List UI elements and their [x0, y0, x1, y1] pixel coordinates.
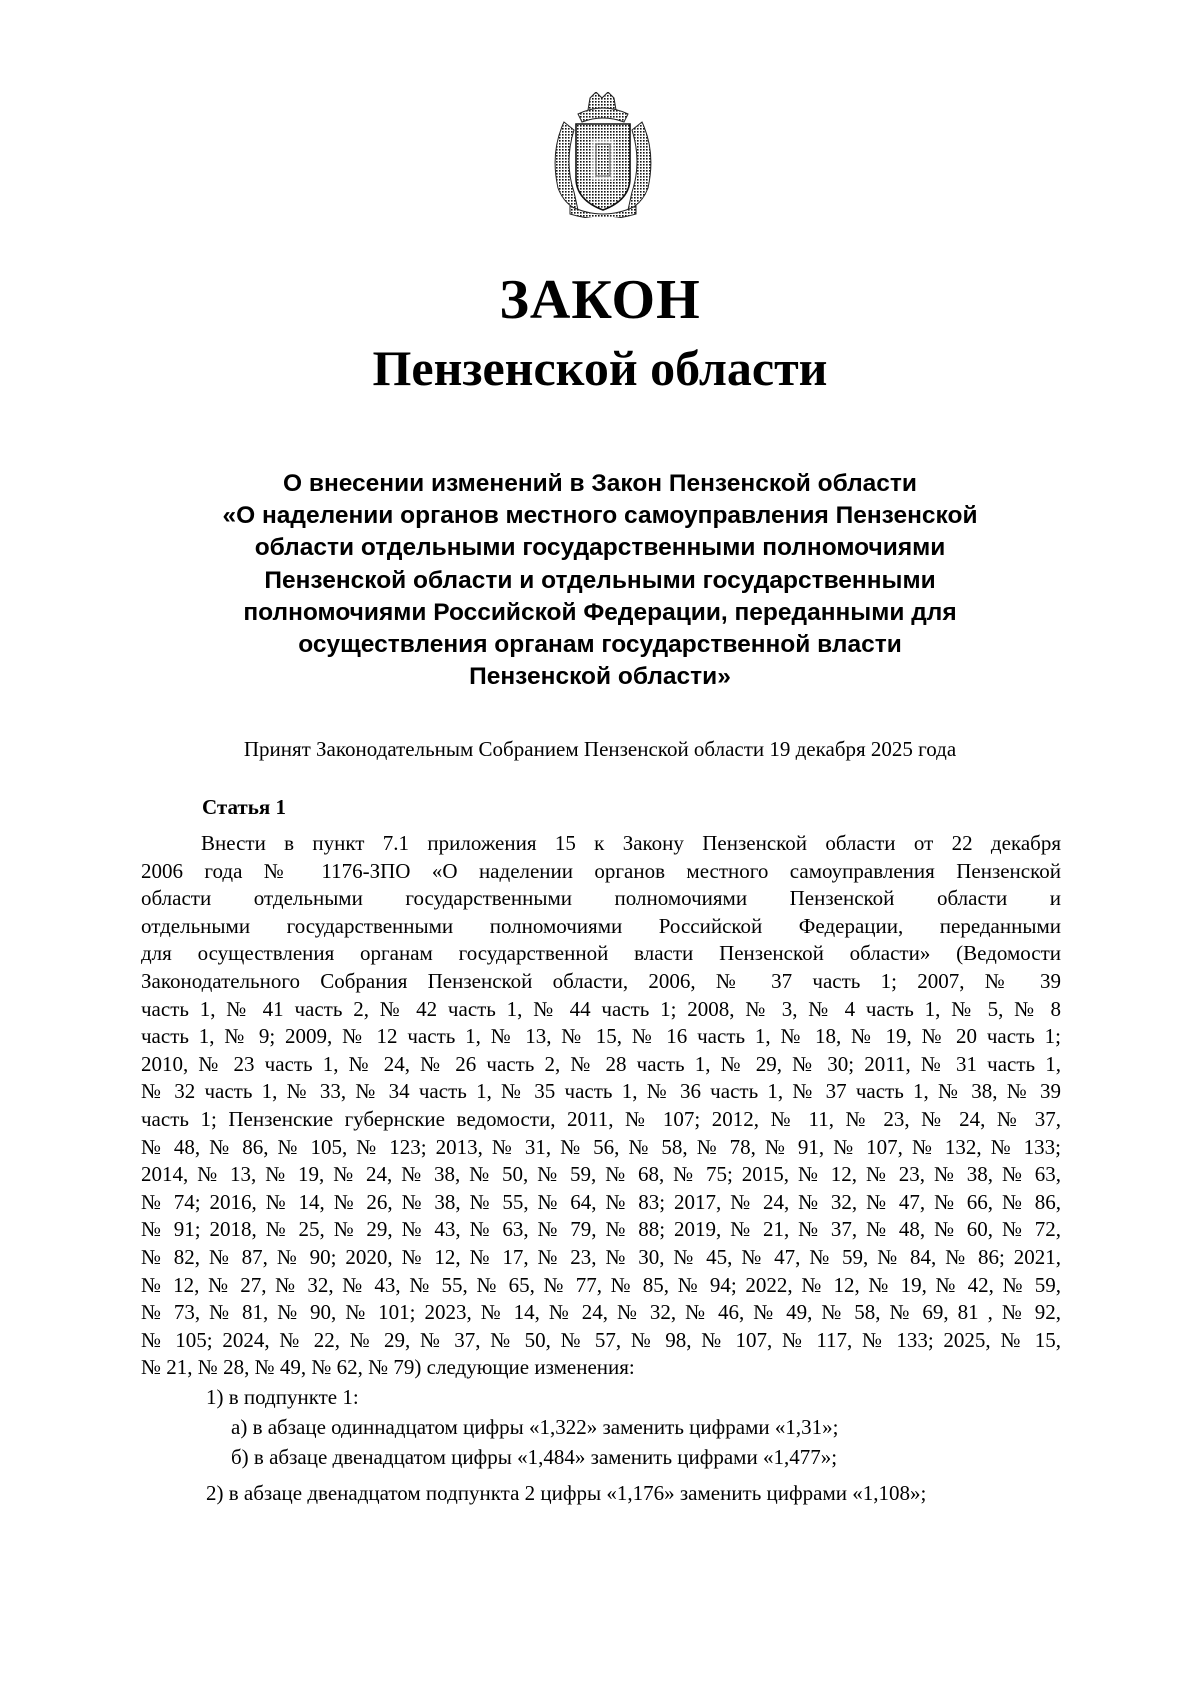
- penza-coat-of-arms-icon: [544, 92, 662, 218]
- list-item: а) в абзаце одиннадцатом цифры «1,322» заменить цифрами «1,31»;: [231, 1415, 839, 1439]
- body-line: № 48, № 86, № 105, № 123; 2013, № 31, № 56, № 58, № 78, № 91, № 107, № 132, № 133;: [141, 1134, 1061, 1159]
- subject-line: О внесении изменений в Закон Пензенской области: [283, 470, 917, 497]
- subject-line: осуществления органам государственной власти: [298, 631, 902, 659]
- law-title: ЗАКОН: [499, 269, 701, 331]
- subject-line: «О наделении органов местного самоуправления Пензенской: [222, 502, 978, 530]
- body-line: № 91; 2018, № 25, № 29, № 43, № 63, № 79, № 88; 2019, № 21, № 37, № 48, № 60, № 72,: [141, 1217, 1061, 1242]
- subject-line: Пензенской области»: [469, 663, 731, 691]
- body-line: области отдельными государственными полномочиями Пензенской области и: [141, 886, 1061, 911]
- region-subtitle: Пензенской области: [372, 340, 828, 396]
- body-line: часть 1, № 41 часть 2, № 42 часть 1, № 44 часть 1; 2008, № 3, № 4 часть 1, № 5, № 8: [141, 996, 1061, 1021]
- subject-line: Пензенской области и отдельными государственными: [264, 566, 936, 594]
- law-subject-heading: [160, 468, 1040, 693]
- list-item: 2) в абзаце двенадцатом подпункта 2 цифры «1,176» заменить цифрами «1,108»;: [206, 1481, 927, 1505]
- subject-line: полномочиями Российской Федерации, переданными для: [243, 598, 957, 626]
- list-item: 1) в подпункте 1:: [206, 1385, 359, 1409]
- body-line: № 12, № 27, № 32, № 43, № 55, № 65, № 77, № 85, № 94; 2022, № 12, № 19, № 42, № 59,: [141, 1272, 1061, 1297]
- body-line: № 73, № 81, № 90, № 101; 2023, № 14, № 24, № 32, № 46, № 49, № 58, № 69, 81 , № 92,: [141, 1300, 1061, 1325]
- body-line: 2014, № 13, № 19, № 24, № 38, № 50, № 59, № 68, № 75; 2015, № 12, № 23, № 38, № 63,: [141, 1162, 1061, 1187]
- body-line: 2010, № 23 часть 1, № 24, № 26 часть 2, № 28 часть 1, № 29, № 30; 2011, № 31 часть 1,: [141, 1051, 1061, 1076]
- body-line: № 74; 2016, № 14, № 26, № 38, № 55, № 64, № 83; 2017, № 24, № 32, № 47, № 66, № 86,: [141, 1189, 1061, 1214]
- body-line: № 82, № 87, № 90; 2020, № 12, № 17, № 23, № 30, № 45, № 47, № 59, № 84, № 86; 2021,: [141, 1244, 1061, 1269]
- body-line: для осуществления органам государственной власти Пензенской области» (Ведомости: [141, 941, 1061, 966]
- article-heading: Статья 1: [202, 795, 286, 819]
- list-item: б) в абзаце двенадцатом цифры «1,484» заменить цифрами «1,477»;: [231, 1445, 838, 1469]
- body-line: часть 1; Пензенские губернские ведомости, 2011, № 107; 2012, № 11, № 23, № 24, № 37,: [141, 1106, 1061, 1131]
- body-line: отдельными государственными полномочиями Российской Федерации, переданными: [141, 913, 1061, 938]
- body-line: № 21, № 28, № 49, № 62, № 79) следующие изменения:: [141, 1355, 635, 1380]
- body-line: часть 1, № 9; 2009, № 12 часть 1, № 13, № 15, № 16 часть 1, № 18, № 19, № 20 часть 1;: [141, 1024, 1061, 1049]
- body-line: Внести в пункт 7.1 приложения 15 к Закону Пензенской области от 22 декабря: [201, 831, 1061, 855]
- body-line: № 32 часть 1, № 33, № 34 часть 1, № 35 часть 1, № 36 часть 1, № 37 часть 1, № 38, № 39: [141, 1079, 1061, 1104]
- article-body: [141, 830, 1061, 1382]
- subject-line: области отдельными государственными полномочиями: [254, 534, 946, 562]
- body-line: Законодательного Собрания Пензенской области, 2006, № 37 часть 1; 2007, № 39: [141, 968, 1061, 993]
- body-line: № 105; 2024, № 22, № 29, № 37, № 50, № 57, № 98, № 107, № 117, № 133; 2025, № 15,: [141, 1327, 1061, 1352]
- body-line: 2006 года № 1176-ЗПО «О наделении органов местного самоуправления Пензенской: [141, 858, 1061, 883]
- adoption-note: Принят Законодательным Собранием Пензенской области 19 декабря 2025 года: [243, 737, 957, 761]
